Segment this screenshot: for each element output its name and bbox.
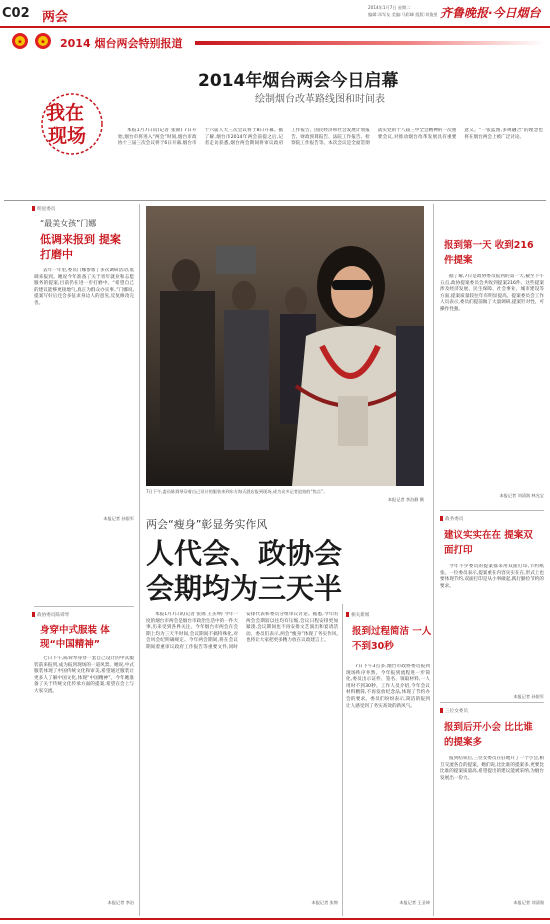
feature-body: 本报1月7日讯(记者 张锦 王圣坤) 今年一度的烟台市两会是烟台市政治生活中的一件大事,历来受到各界关注。今年烟台市两会在会期上均为三天半时间,会议期间不搞特殊化,对会风会纪明确规定。今年两会期间,将在会议期间着重审议政府工作报告等重要文件,同时安排代表和委员分组审议讨论。据悉,今年的两会会期较以往均有压缩,会议日程安排更加紧凑,会议期间也不再安排文艺演出和宴请活动。委员们表示,两会“瘦身”体现了务实作风,也将让大家把更多精力放在议政建言上。: [146, 612, 338, 650]
story-title: 低调来报到 提案打磨中: [40, 233, 121, 261]
section-name: 两会: [42, 10, 69, 25]
story-body: 7日下午3点多,烟台市政协委员报到现场秩序井然。今年报到流程进一步简化,委员出示证件、签名、领取材料,一人用时不到30秒。工作人员介绍,今年会议材料精简,不再发放纪念品,体现了节约办会的要求。委员们纷纷表示,简洁的报到让人感受到了务实高效的新风气。: [346, 664, 430, 709]
svg-text:★: ★: [17, 38, 23, 46]
divider: [342, 604, 343, 916]
svg-text:★: ★: [40, 38, 46, 46]
divider: [433, 204, 434, 916]
story-title: 建议实实在在 提案双面打印: [444, 530, 533, 556]
divider: [34, 606, 134, 607]
section-label: 明星委员: [32, 206, 55, 212]
kicker: “最美女孩”门娜: [40, 219, 97, 228]
story-body: 七日下午,陈舜琴身穿一套自己设计的中式服装前来报到,成为报到现场的一道风景。她说,中式服装体现了中国传统文化和审美,希望通过服装让更多人了解中国文化,体现“中国精神”。今年她准备了关于传统文化传承方面的提案,希望在会上与大家交流。: [34, 656, 134, 694]
divider: [440, 702, 544, 703]
photo-caption: 7日下午,委员陈舜琴穿着自己设计的服装来到东方海天酒店报到现场,成为众多记者追拍的“焦点”。 本报记者 李泊静 摄: [146, 489, 424, 502]
page-code: C02: [2, 6, 30, 21]
story-title: 报到过程简洁 一人不到30秒: [352, 626, 432, 652]
story-title: 报到后开小会 比比谁的提案多: [444, 722, 533, 748]
byline: 本报记者 王圣坤: [399, 900, 430, 905]
news-photo: [146, 206, 424, 486]
story-title: 报到第一天 收到216件提案: [444, 240, 534, 266]
feature-tag: 两会“瘦身”彰显务实作风: [146, 518, 268, 531]
date-info: 2014年1月7日 星期二: [368, 5, 411, 10]
banner-stripe: [195, 41, 545, 45]
emblem-icon-2: [33, 32, 53, 50]
masthead-rule: [0, 26, 550, 28]
paper-name: 齐鲁晚报·今日烟台: [440, 6, 541, 20]
byline: 本报记者 刘清润 林光宝: [499, 493, 544, 498]
byline: 本报记者 孙银军: [513, 694, 544, 699]
editors-info: 编辑:邓军友 美编:马彩峰 组版:刘俊里: [368, 12, 438, 17]
story-body: 据了解,7日是政协委员报到的第一天,截至下午五点,政协提案委员会共收到提案216件。这些提案涉及经济发展、民生保障、社会事业、城市建设等方面,提案质量较往年有明显提高。提案委员会工作人员表示,委员们提前做了大量调研,提案针对性、可操作性强。: [440, 274, 544, 312]
story-title: 身穿中式服装 体现“中国精神”: [40, 625, 110, 650]
section-label: 三位女委员: [440, 708, 468, 714]
story-body: 报到结束后,三位女委员在驻地开了一个小会,相互交流各自的提案。她们说,比比谁的提案多,更要比比谁的提案质量高,希望提出的建议能被采纳,为烟台发展出一份力。: [440, 756, 544, 781]
emblem-icon: [10, 32, 30, 50]
feature-headline-1: 人代会、政协会: [146, 537, 343, 570]
story-body: 今年不少委员的提案都采用双面打印,节约纸张。一位委员表示,提案重在内容实实在在,形式上也要体现节约,双面打印是从小事做起,践行勤俭节约的要求。: [440, 564, 544, 589]
section-label: 相关新闻: [346, 612, 369, 618]
byline: 本报记者 李泊: [107, 900, 134, 905]
story-body: 去年一年里,委员门娜参加了多次调研活动,低调来报到。她说今年准备了关于青年就业和志愿服务的提案,目前仍在进一步打磨中。“希望自己的建议能够更接地气,真正为群众办实事。”门娜说,提案写好后还会多征求身边人的意见,反复修改完善。: [34, 268, 134, 306]
lead-subtitle: 绘制烟台改革路线图和时间表: [255, 94, 385, 105]
divider: [440, 510, 544, 511]
section-label: 政务委员: [440, 516, 463, 522]
divider: [4, 200, 546, 201]
byline: 本报记者 刘清润: [513, 900, 544, 905]
banner-title: 2014 烟台两会特别报道: [60, 37, 183, 50]
divider: [139, 204, 140, 916]
byline: 本报记者 张锦: [311, 900, 338, 905]
lead-title: 2014年烟台两会今日启幕: [198, 71, 399, 91]
footer-rule: [0, 918, 550, 920]
i-am-here-stamp: 我在 现场: [40, 92, 104, 156]
feature-headline-2: 会期均为三天半: [146, 572, 343, 605]
byline: 本报记者 孙银军: [103, 516, 134, 521]
lead-body: 本报1月7日讯(记者 张锦) 7日开始,烟台市将进入“两会”时间,烟台市政协十三届三次会议将于6日开幕,烟台市十六届人大三次会议将于8日开幕。据了解,烟台市2014年两会前提之后,记者走访获悉,烟台两会期间将审议政府工作报告、国民经济和社会发展计划报告、财政预算报告、法院工作报告、检察院工作报告等。本次会议是全面贯彻落实党的十八届三中全会精神的一次重要会议,对推动烟台改革发展具有重要意义。“一张蓝图,多规融合”的理念也将在烟台两会上被广泛讨论。: [118, 128, 543, 147]
section-label: 政协委员陈舜琴: [32, 612, 69, 618]
